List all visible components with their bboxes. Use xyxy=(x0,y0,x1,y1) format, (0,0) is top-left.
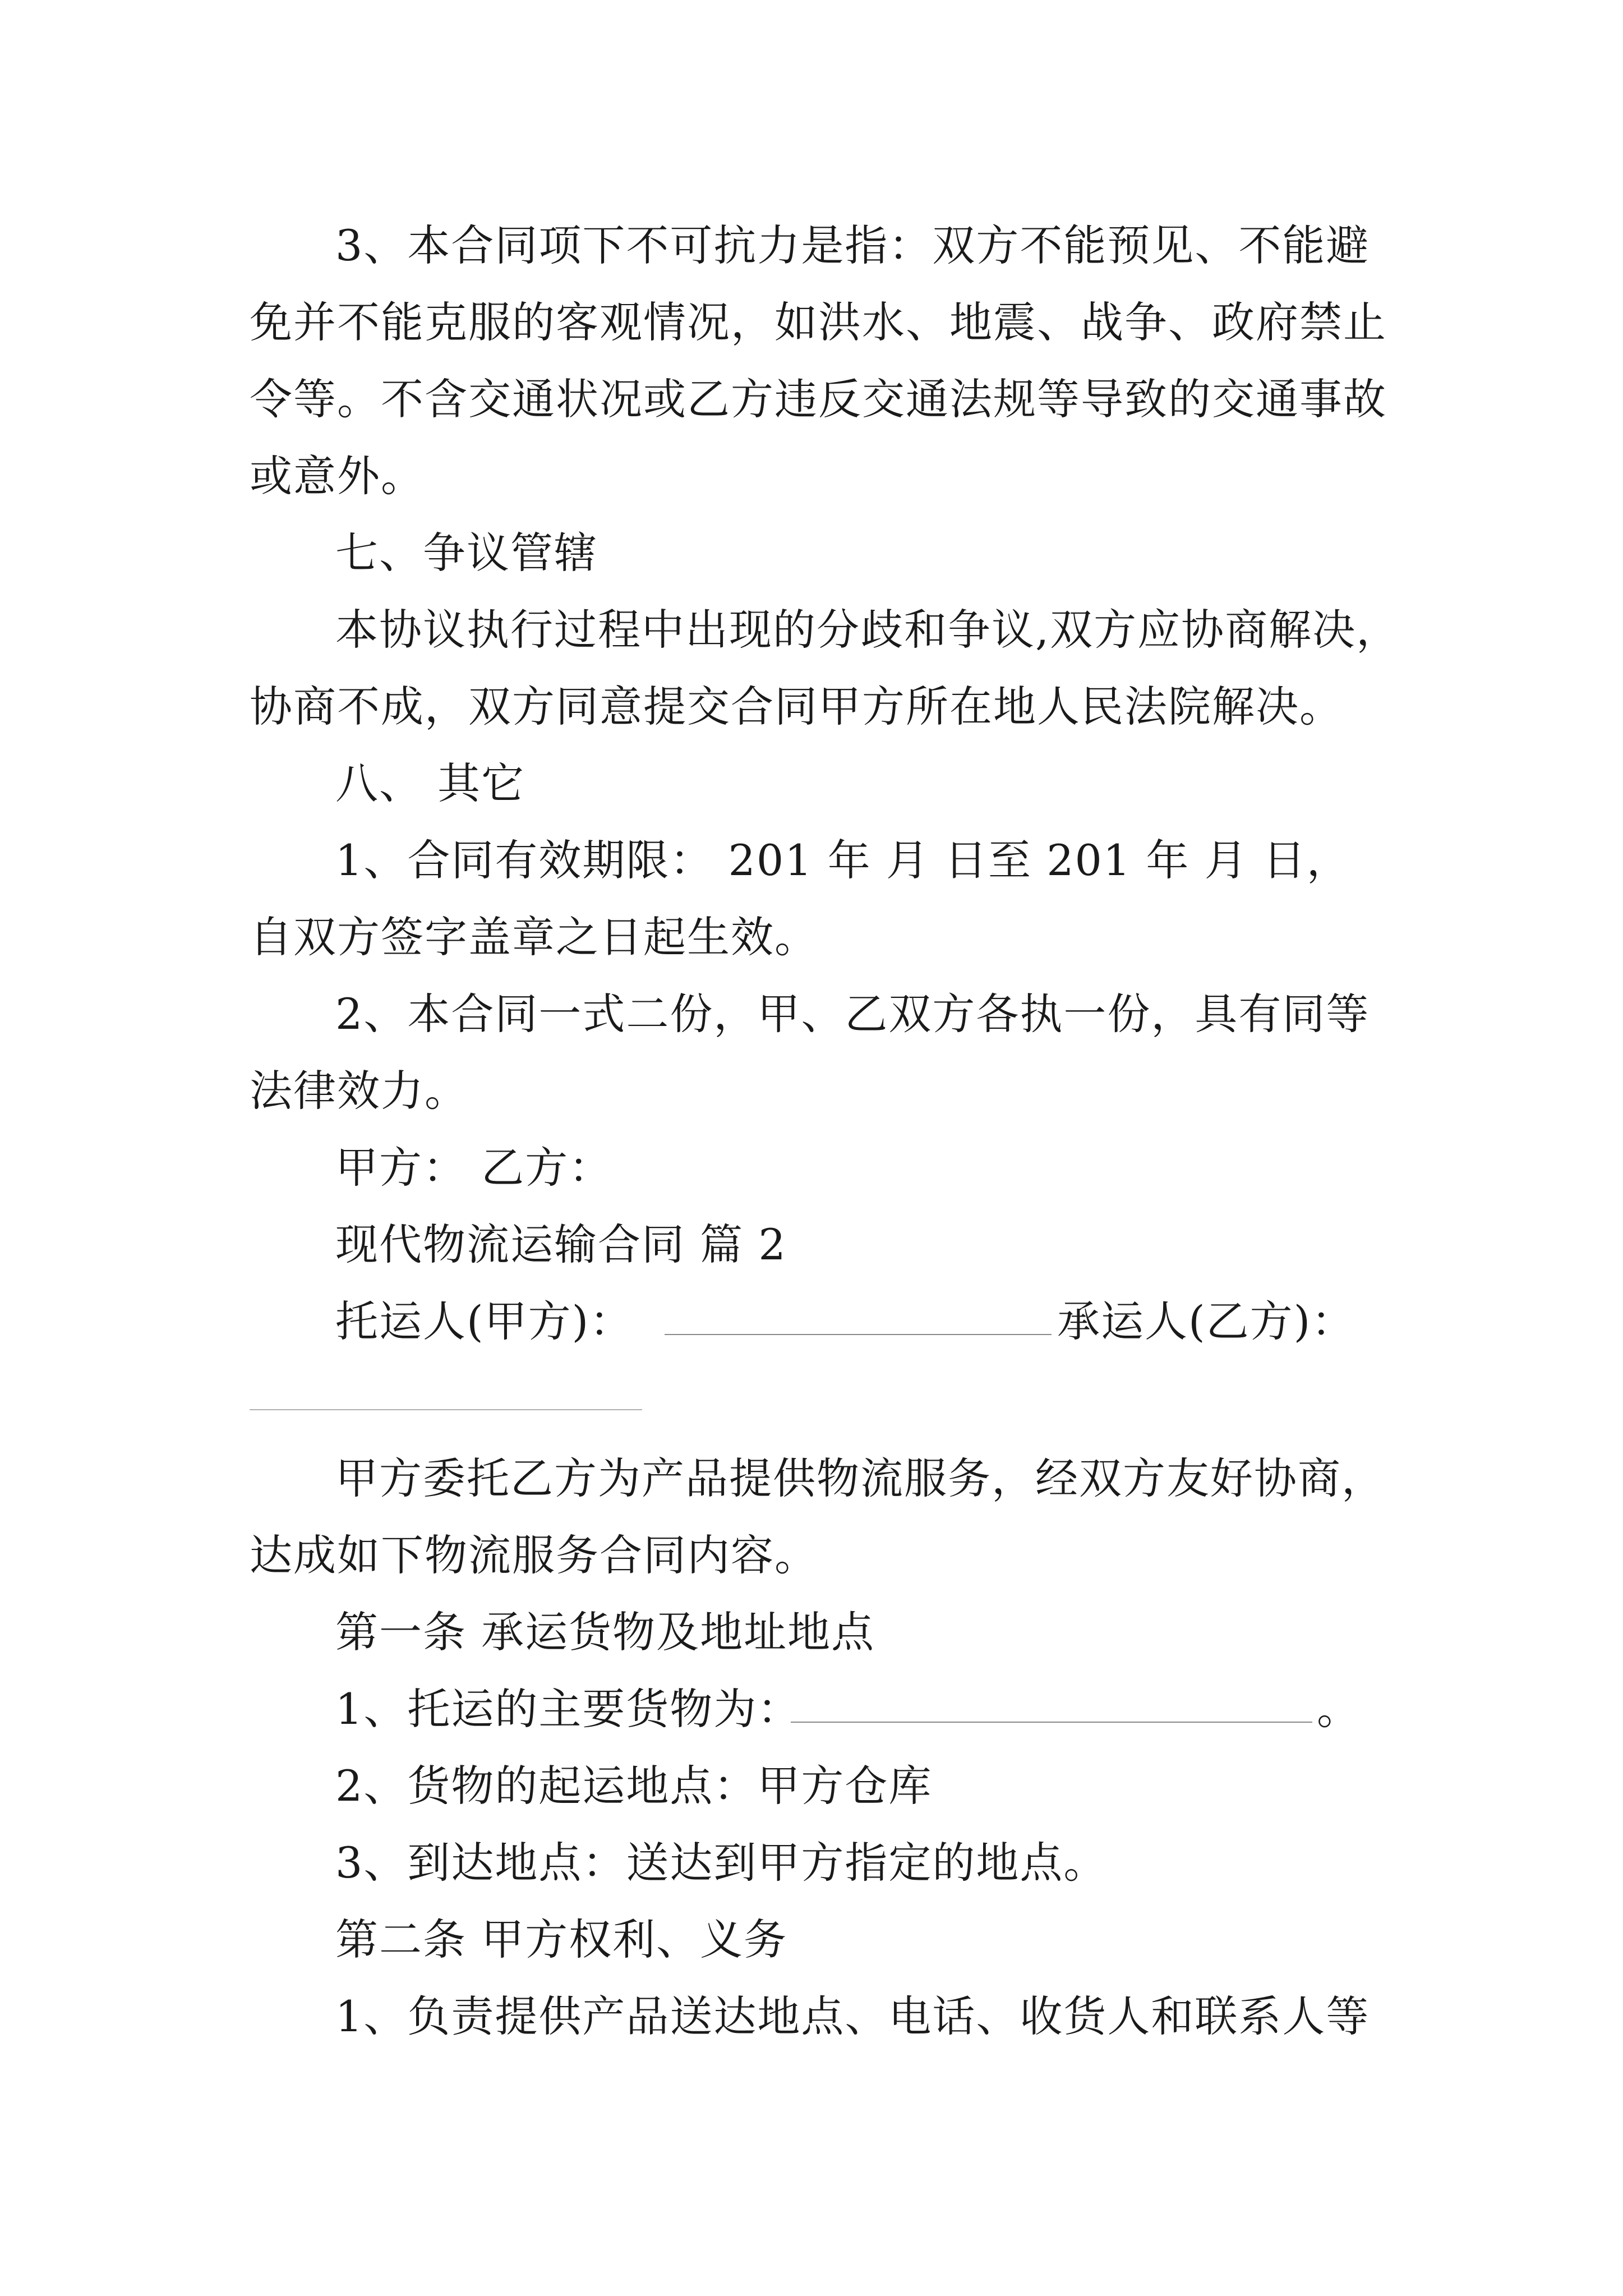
party-a-duty-line-1: 1、负责提供产品送达地点、电话、收货人和联系人等 xyxy=(335,1991,1370,2041)
shipper-name-blank xyxy=(665,1300,1052,1335)
dispute-text-line-2: 协商不成，双方同意提交合同甲方所在地人民法院解决。 xyxy=(250,682,1343,731)
signature-parties-line: 甲方： 乙方： xyxy=(335,1143,613,1193)
intro-line-2: 达成如下物流服务合同内容。 xyxy=(250,1530,818,1580)
dispute-text-line-1: 本协议执行过程中出现的分歧和争议,双方应协商解决， xyxy=(335,605,1400,655)
validity-line-2: 自双方签字盖章之日起生效。 xyxy=(250,912,818,962)
clause-force-majeure-line-4: 或意外。 xyxy=(250,451,425,501)
carrier-name-blank xyxy=(250,1409,642,1410)
shipper-label: 托运人(甲方)： xyxy=(335,1296,634,1346)
clause-force-majeure-line-3: 令等。不含交通状况或乙方违反交通法规等导致的交通事故 xyxy=(250,374,1387,424)
clause-force-majeure-line-2: 免并不能克服的客观情况，如洪水、地震、战争、政府禁止 xyxy=(250,297,1387,347)
copies-line-1: 2、本合同一式二份，甲、乙双方各执一份，具有同等 xyxy=(335,989,1370,1039)
intro-line-1: 甲方委托乙方为产品提供物流服务，经双方友好协商， xyxy=(335,1453,1385,1503)
section-heading-other: 八、 其它 xyxy=(335,758,525,808)
goods-period: 。 xyxy=(1317,1684,1361,1734)
goods-label: 1、托运的主要货物为： xyxy=(335,1684,801,1734)
article-2-heading: 第二条 甲方权利、义务 xyxy=(335,1915,788,1964)
contract-part2-title: 现代物流运输合同 篇 2 xyxy=(335,1220,787,1269)
copies-line-2: 法律效力。 xyxy=(250,1066,468,1116)
article-1-heading: 第一条 承运货物及地址地点 xyxy=(335,1607,875,1657)
goods-blank xyxy=(791,1688,1312,1723)
origin-line: 2、货物的起运地点：甲方仓库 xyxy=(335,1761,933,1811)
validity-line-1: 1、合同有效期限： 201 年 月 日至 201 年 月 日， xyxy=(335,835,1350,885)
carrier-label: 承运人(乙方)： xyxy=(1057,1296,1355,1346)
destination-line: 3、到达地点：送达到甲方指定的地点。 xyxy=(335,1838,1108,1888)
clause-force-majeure-line-1: 3、本合同项下不可抗力是指：双方不能预见、不能避 xyxy=(335,220,1370,270)
section-heading-dispute: 七、争议管辖 xyxy=(335,528,598,578)
